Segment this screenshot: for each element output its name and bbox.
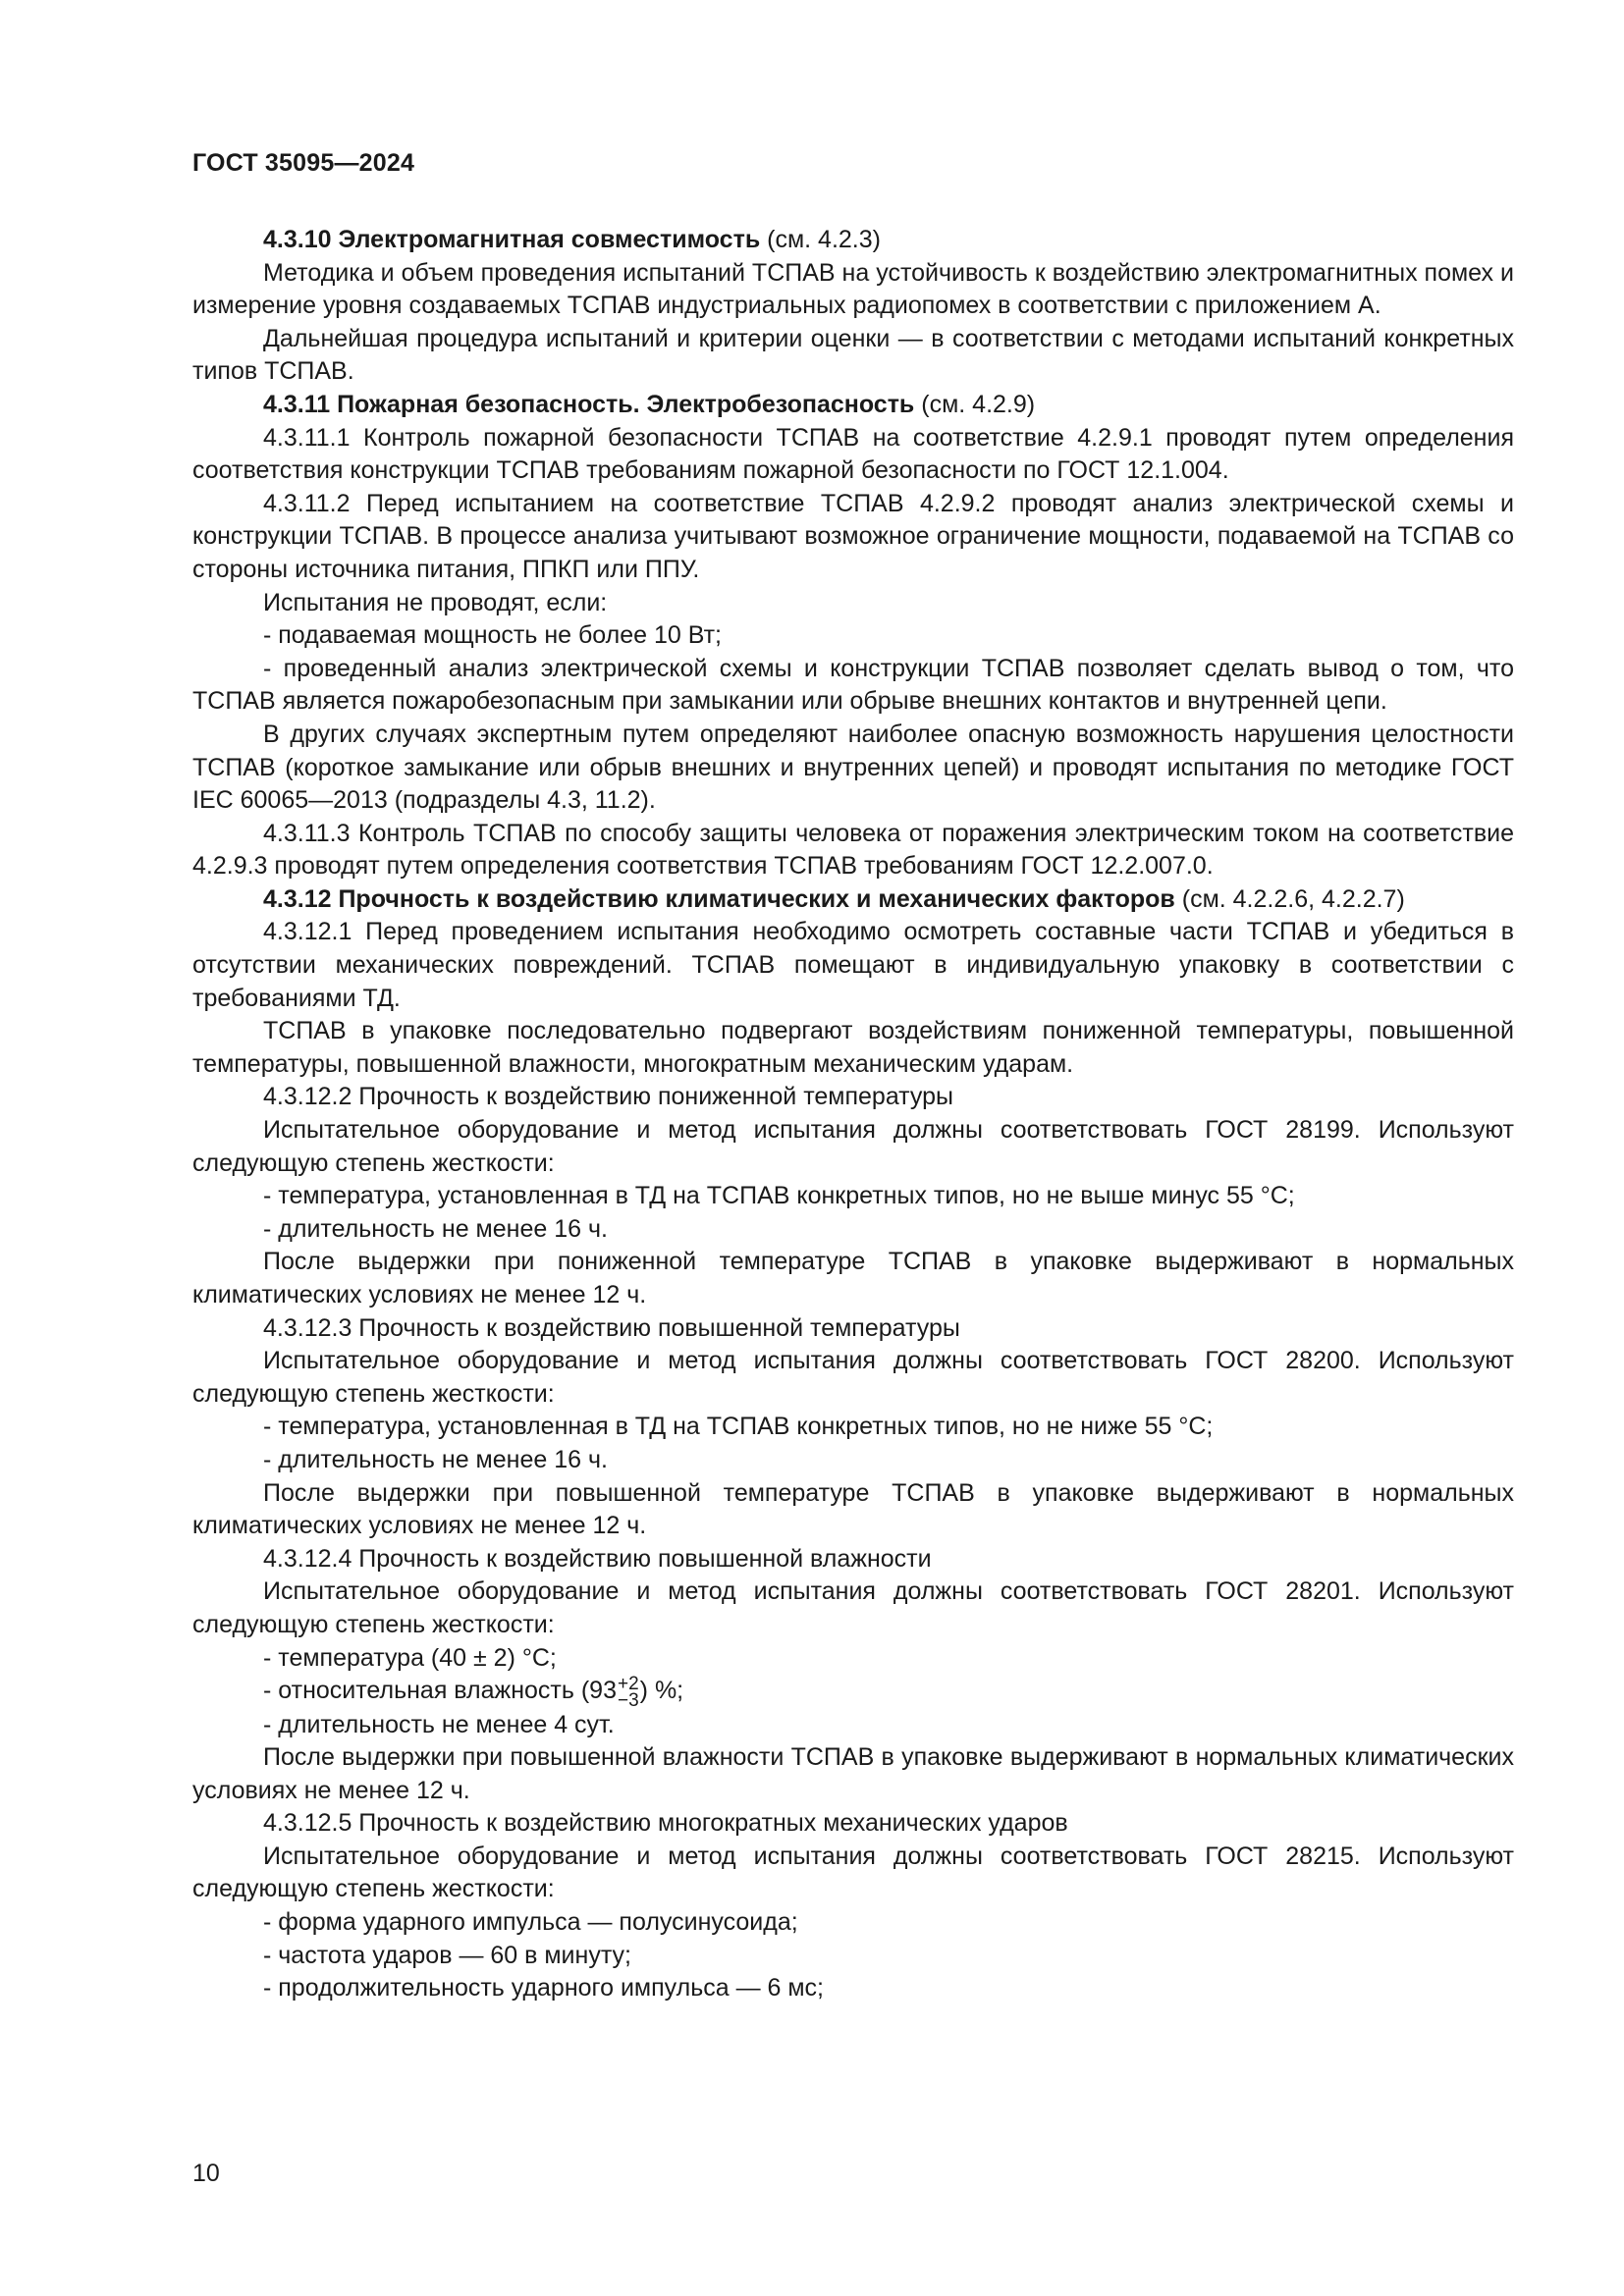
tolerance <box>618 1673 639 1711</box>
document-header: ГОСТ 35095—2024 <box>192 149 415 177</box>
paragraph: 4.3.11.2 Перед испытанием на соответствие ТСПАВ 4.2.9.2 проводят анализ электрической схемы и конструкции ТСПАВ. В процессе анализа учитывают возможное ограничение мощности, подаваемой на ТСПАВ со стороны источника питания, ППКП или ППУ. <box>192 489 1514 583</box>
tolerance-upper: +2 <box>618 1673 639 1694</box>
subsection-title: 4.3.12.2 Прочность к воздействию пониженной температуры <box>263 1083 954 1111</box>
paragraph: Испытательное оборудование и метод испытания должны соответствовать ГОСТ 28199. Используют следующую степень жесткости: <box>192 1116 1514 1177</box>
section-heading-4-3-10 <box>192 224 1514 257</box>
heading-ref: (см. 4.2.9) <box>914 390 1036 418</box>
section-heading-4-3-11 <box>192 389 1514 422</box>
paragraph: В других случаях экспертным путем определяют наиболее опасную возможность нарушения целостности ТСПАВ (короткое замыкание или обрыв внешних и внутренних цепей) и проводят испытания по методике ГОСТ IEC 60065—2013 (подразделы 4.3, 11.2). <box>192 720 1514 815</box>
heading-text: 4.3.10 Электромагнитная совместимость <box>263 226 761 253</box>
heading-ref: (см. 4.2.2.6, 4.2.2.7) <box>1174 884 1405 913</box>
paragraph: Испытательное оборудование и метод испытания должны соответствовать ГОСТ 28200. Используют следующую степень жесткости: <box>192 1347 1514 1408</box>
section-heading-4-3-12 <box>192 883 1514 917</box>
paragraph: Испытательное оборудование и метод испытания должны соответствовать ГОСТ 28215. Используют следующую степень жесткости: <box>192 1842 1514 1903</box>
list-item: - длительность не менее 16 ч. <box>263 1445 608 1473</box>
list-item: - длительность не менее 4 сут. <box>263 1710 615 1738</box>
paragraph: ТСПАВ в упаковке последовательно подвергают воздействиям пониженной температуры, повышенной температуры, повышенной влажности, многократным механическим ударам. <box>192 1017 1514 1078</box>
paragraph: 4.3.11.3 Контроль ТСПАВ по способу защиты человека от поражения электрическим током на соответствие 4.2.9.3 проводят путем определения соответствия ТСПАВ требованиям ГОСТ 12.2.007.0. <box>192 819 1514 881</box>
list-item: - температура, установленная в ТД на ТСПАВ конкретных типов, но не выше минус 55 °С; <box>263 1182 1295 1210</box>
subsection-title: 4.3.12.5 Прочность к воздействию многократных механических ударов <box>263 1809 1068 1838</box>
heading-text: 4.3.11 Пожарная безопасность. Электробезопасность <box>263 390 915 418</box>
list-item: - форма ударного импульса — полусинусоида; <box>263 1908 798 1937</box>
subsection-title: 4.3.12.4 Прочность к воздействию повышенной влажности <box>263 1544 932 1573</box>
list-item: - температура, установленная в ТД на ТСПАВ конкретных типов, но не ниже 55 °С; <box>263 1413 1214 1441</box>
paragraph: Методика и объем проведения испытаний ТСПАВ на устойчивость к воздействию электромагнитных помех и измерение уровня создаваемых ТСПАВ индустриальных радиопомех в соответствии с приложением А. <box>192 258 1514 320</box>
humidity-unit: ) %; <box>639 1677 684 1705</box>
list-item-humidity <box>192 1673 1514 1711</box>
paragraph: 4.3.12.1 Перед проведением испытания необходимо осмотреть составные части ТСПАВ и убедиться в отсутствии механических повреждений. ТСПАВ помещают в индивидуальную упаковку в соответствии с требованиями ТД. <box>192 918 1514 1012</box>
document-body <box>192 224 1514 2005</box>
list-item: - проведенный анализ электрической схемы и конструкции ТСПАВ позволяет сделать вывод о том, что ТСПАВ является пожаробезопасным при замыкании или обрыве внешних контактов и внутренней цепи. <box>192 654 1514 716</box>
paragraph: После выдержки при повышенной температуре ТСПАВ в упаковке выдерживают в нормальных климатических условиях не менее 12 ч. <box>192 1478 1514 1540</box>
paragraph: После выдержки при повышенной влажности ТСПАВ в упаковке выдерживают в нормальных климатических условиях не менее 12 ч. <box>192 1743 1514 1804</box>
paragraph: Дальнейшая процедура испытаний и критерии оценки — в соответствии с методами испытаний конкретных типов ТСПАВ. <box>192 324 1514 386</box>
subsection-title: 4.3.12.3 Прочность к воздействию повышенной температуры <box>263 1313 960 1342</box>
list-item: - продолжительность ударного импульса — 6 мс; <box>263 1974 824 2002</box>
list-item: - частота ударов — 60 в минуту; <box>263 1941 631 1969</box>
list-item: - длительность не менее 16 ч. <box>263 1214 608 1243</box>
heading-text: 4.3.12 Прочность к воздействию климатических и механических факторов <box>263 884 1175 913</box>
paragraph: Испытательное оборудование и метод испытания должны соответствовать ГОСТ 28201. Используют следующую степень жесткости: <box>192 1577 1514 1638</box>
humidity-text: - относительная влажность (93 <box>263 1677 617 1705</box>
paragraph: Испытания не проводят, если: <box>263 588 608 616</box>
paragraph: 4.3.11.1 Контроль пожарной безопасности ТСПАВ на соответствие 4.2.9.1 проводят путем определения соответствия конструкции ТСПАВ требованиям пожарной безопасности по ГОСТ 12.1.004. <box>192 423 1514 485</box>
tolerance-lower: −3 <box>618 1689 639 1711</box>
page-number: 10 <box>192 2160 220 2187</box>
heading-ref: (см. 4.2.3) <box>760 226 881 253</box>
list-item: - температура (40 ± 2) °С; <box>263 1643 557 1672</box>
list-item: - подаваемая мощность не более 10 Вт; <box>263 621 722 650</box>
paragraph: После выдержки при пониженной температуре ТСПАВ в упаковке выдерживают в нормальных климатических условиях не менее 12 ч. <box>192 1248 1514 1308</box>
